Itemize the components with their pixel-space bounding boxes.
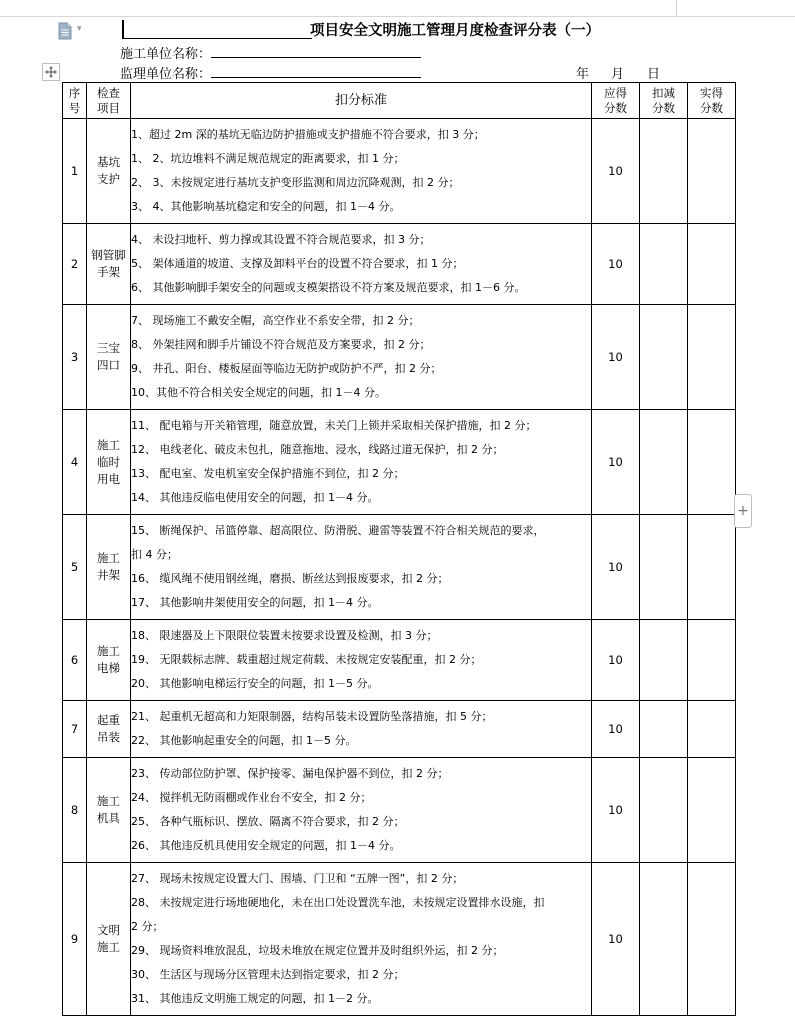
table-row — [63, 758, 736, 863]
criteria-line: 22、 其他影响起重安全的问题，扣 1－5 分。 — [131, 734, 357, 747]
row-criteria — [131, 701, 592, 758]
table-row — [63, 515, 736, 620]
criteria-line: 2 分； — [131, 920, 164, 933]
deduct-score-cell[interactable] — [640, 863, 688, 1016]
criteria-line: 28、 未按规定进行场地硬地化，未在出口处设置洗车池，未按规定设置排水设施，扣 — [131, 896, 545, 909]
criteria-line: 2、 3、未按规定进行基坑支护变形监测和周边沉降观测，扣 2 分； — [131, 176, 460, 189]
row-criteria — [131, 758, 592, 863]
row-item: 钢管脚 手架 — [87, 224, 131, 305]
table-row — [63, 224, 736, 305]
criteria-line: 10、其他不符合相关安全规定的问题，扣 1－4 分。 — [131, 386, 386, 399]
deduct-score-cell[interactable] — [640, 119, 688, 224]
due-score-cell: 10 — [592, 224, 640, 305]
criteria-line: 23、 传动部位防护罩、保护接零、漏电保护器不到位，扣 2 分； — [131, 767, 449, 780]
row-number: 1 — [63, 119, 87, 224]
row-item: 施工 临时 用电 — [87, 410, 131, 515]
row-number: 7 — [63, 701, 87, 758]
criteria-line: 19、 无限载标志牌、载重超过规定荷载、未按规定安装配重，扣 2 分； — [131, 653, 482, 666]
row-number: 2 — [63, 224, 87, 305]
deduct-score-cell[interactable] — [640, 701, 688, 758]
criteria-line: 25、 各种气瓶标识、摆放、隔离不符合要求，扣 2 分； — [131, 815, 405, 828]
deduct-score-cell[interactable] — [640, 515, 688, 620]
due-score-cell: 10 — [592, 863, 640, 1016]
criteria-line: 13、 配电室、发电机室安全保护措施不到位，扣 2 分； — [131, 467, 405, 480]
table-row — [63, 620, 736, 701]
construction-unit-row — [120, 43, 421, 62]
supervisor-unit-label: 监理单位名称： — [120, 67, 212, 82]
criteria-line: 15、 断绳保护、吊篮停靠、超高限位、防滑脱、避雷等装置不符合相关规范的要求， — [131, 524, 545, 537]
criteria-line: 9、 井孔、阳台、楼板屋面等临边无防护或防护不严，扣 2 分； — [131, 362, 442, 375]
row-number: 3 — [63, 305, 87, 410]
due-score-cell: 10 — [592, 758, 640, 863]
criteria-line: 4、 未设扫地杆、剪力撑或其设置不符合规范要求，扣 3 分； — [131, 233, 431, 246]
table-row — [63, 305, 736, 410]
actual-score-cell[interactable] — [688, 119, 736, 224]
actual-score-cell[interactable] — [688, 620, 736, 701]
supervisor-unit-field[interactable] — [211, 65, 421, 78]
row-number: 8 — [63, 758, 87, 863]
actual-score-cell[interactable] — [688, 305, 736, 410]
row-item: 基坑 支护 — [87, 119, 131, 224]
criteria-line: 12、 电线老化、破皮未包扎，随意拖地、浸水，线路过道无保护，扣 2 分； — [131, 443, 504, 456]
criteria-line: 16、 缆风绳不使用钢丝绳，磨损、断丝达到报废要求，扣 2 分； — [131, 572, 449, 585]
row-item: 三宝 四口 — [87, 305, 131, 410]
due-score-cell: 10 — [592, 515, 640, 620]
row-criteria — [131, 620, 592, 701]
document-icon[interactable] — [56, 22, 74, 40]
row-number: 5 — [63, 515, 87, 620]
add-column-plus-icon[interactable]: + — [734, 494, 752, 528]
table-move-handle-icon[interactable] — [42, 63, 60, 81]
row-item: 施工 井架 — [87, 515, 131, 620]
criteria-line: 8、 外架挂网和脚手片铺设不符合规范及方案要求，扣 2 分； — [131, 338, 431, 351]
criteria-line: 5、 架体通道的坡道、支撑及卸料平台的设置不符合要求，扣 1 分； — [131, 257, 464, 270]
criteria-line: 21、 起重机无超高和力矩限制器，结构吊装未设置防坠落措施，扣 5 分； — [131, 710, 493, 723]
col-header-actual-score: 实得 分数 — [688, 83, 736, 119]
construction-unit-label: 施工单位名称： — [120, 47, 212, 62]
criteria-line: 20、 其他影响电梯运行安全的问题，扣 1－5 分。 — [131, 677, 379, 690]
actual-score-cell[interactable] — [688, 224, 736, 305]
row-item: 施工 电梯 — [87, 620, 131, 701]
deduct-score-cell[interactable] — [640, 224, 688, 305]
criteria-line: 11、 配电箱与开关箱管理，随意放置，未关门上锁并采取相关保护措施，扣 2 分； — [131, 419, 537, 432]
row-item: 文明 施工 — [87, 863, 131, 1016]
criteria-line: 3、 4、其他影响基坑稳定和安全的问题，扣 1－4 分。 — [131, 200, 401, 213]
row-criteria — [131, 863, 592, 1016]
criteria-line: 17、 其他影响井架使用安全的问题，扣 1－4 分。 — [131, 596, 379, 609]
due-score-cell: 10 — [592, 410, 640, 515]
criteria-line: 26、 其他违反机具使用安全规定的问题，扣 1－4 分。 — [131, 839, 401, 852]
criteria-line: 27、 现场未按规定设置大门、围墙、门卫和 “五牌一图”，扣 2 分； — [131, 872, 464, 885]
col-header-deduct-score: 扣减 分数 — [640, 83, 688, 119]
due-score-cell: 10 — [592, 119, 640, 224]
criteria-line: 14、 其他违反临电使用安全的问题，扣 1－4 分。 — [131, 491, 379, 504]
col-header-due-score: 应得 分数 — [592, 83, 640, 119]
table-row — [63, 701, 736, 758]
row-item: 起重 吊装 — [87, 701, 131, 758]
criteria-line: 31、 其他违反文明施工规定的问题，扣 1－2 分。 — [131, 992, 379, 1005]
row-criteria — [131, 515, 592, 620]
table-header-row — [63, 83, 736, 119]
due-score-cell: 10 — [592, 305, 640, 410]
table-row — [63, 119, 736, 224]
deduct-score-cell[interactable] — [640, 758, 688, 863]
row-item: 施工 机具 — [87, 758, 131, 863]
supervisor-unit-row — [120, 63, 421, 82]
deduct-score-cell[interactable] — [640, 305, 688, 410]
row-number: 4 — [63, 410, 87, 515]
table-row — [63, 863, 736, 1016]
criteria-line: 6、 其他影响脚手架安全的问题或支模架搭设不符方案及规范要求，扣 1－6 分。 — [131, 281, 526, 294]
criteria-line: 29、 现场资料堆放混乱，垃圾未堆放在规定位置并及时组织外运，扣 2 分； — [131, 944, 504, 957]
criteria-line: 24、 搅拌机无防雨棚或作业台不安全，扣 2 分； — [131, 791, 372, 804]
chevron-down-icon[interactable]: ▾ — [77, 24, 82, 34]
row-criteria — [131, 119, 592, 224]
page-top-border — [0, 16, 795, 17]
actual-score-cell[interactable] — [688, 410, 736, 515]
date-month-label: 月 — [611, 67, 625, 82]
date-year-label: 年 — [576, 67, 590, 82]
page-title: 项目安全文明施工管理月度检查评分表（一） — [310, 23, 600, 39]
inspection-score-table — [62, 82, 736, 1016]
page-corner-mark — [676, 0, 677, 16]
construction-unit-field[interactable] — [211, 45, 421, 58]
col-header-criteria: 扣分标准 — [131, 83, 592, 119]
date-day-label: 日 — [647, 67, 661, 82]
criteria-line: 18、 限速器及上下限限位装置未按要求设置及检测，扣 3 分； — [131, 629, 438, 642]
actual-score-cell[interactable] — [688, 863, 736, 1016]
actual-score-cell[interactable] — [688, 701, 736, 758]
criteria-line: 1、超过 2m 深的基坑无临边防护措施或支护措施不符合要求，扣 3 分； — [131, 128, 485, 141]
deduct-score-cell[interactable] — [640, 620, 688, 701]
deduct-score-cell[interactable] — [640, 410, 688, 515]
criteria-line: 30、 生活区与现场分区管理未达到指定要求，扣 2 分； — [131, 968, 405, 981]
col-header-no: 序 号 — [63, 83, 87, 119]
criteria-line: 扣 4 分； — [131, 548, 178, 561]
row-number: 9 — [63, 863, 87, 1016]
criteria-line: 1、 2、坑边堆料不满足规范规定的距离要求，扣 1 分； — [131, 152, 405, 165]
row-criteria — [131, 224, 592, 305]
due-score-cell: 10 — [592, 701, 640, 758]
actual-score-cell[interactable] — [688, 758, 736, 863]
col-header-item: 检查 项目 — [87, 83, 131, 119]
row-number: 6 — [63, 620, 87, 701]
row-criteria — [131, 410, 592, 515]
row-criteria — [131, 305, 592, 410]
actual-score-cell[interactable] — [688, 515, 736, 620]
due-score-cell: 10 — [592, 620, 640, 701]
criteria-line: 7、 现场施工不戴安全帽，高空作业不系安全带，扣 2 分； — [131, 314, 420, 327]
table-row — [63, 410, 736, 515]
project-name-blank[interactable] — [122, 20, 312, 39]
